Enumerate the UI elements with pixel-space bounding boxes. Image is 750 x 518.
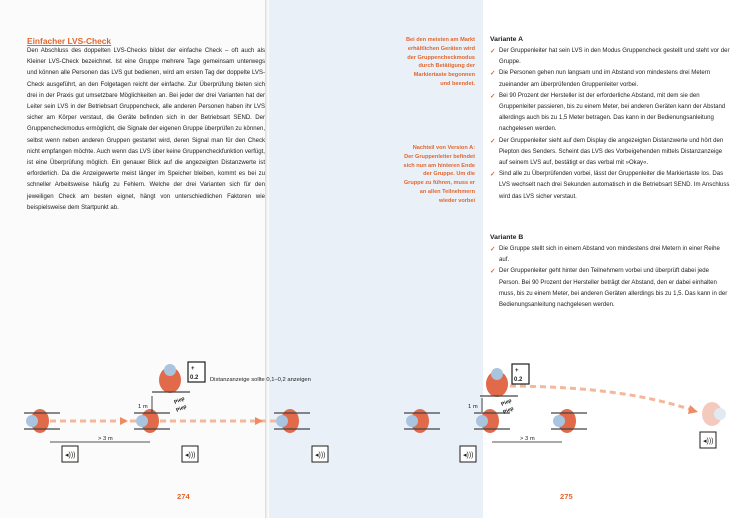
page-number: 274 (177, 492, 190, 501)
check-icon: ✓ (490, 246, 496, 253)
check-icon: ✓ (490, 137, 496, 145)
svg-text:+: + (515, 368, 519, 374)
beep-label: Piep (173, 395, 186, 406)
variant-b-steps (490, 244, 730, 311)
list-item: ✓ Sind alle zu Überprüfenden vorbei, lässt der Gruppenleiter die Markiertaste los. Das LVS wechselt nach drei Sekunden automatisch in die Betriebsart SEND. Im Anschluss wird das LVS sicher verstaut. (490, 171, 730, 200)
leader-path (500, 386, 692, 410)
display-value: 0.2 (514, 377, 523, 383)
beep-label: Piep (500, 397, 513, 408)
list-item: ✓ Die Personen gehen nun langsam und im Abstand von mindestens drei Metern zueinander am überprüfenden Gruppenleiter vorbei. (490, 70, 711, 88)
beep-label: Piep (175, 403, 188, 414)
svg-text:+: + (191, 366, 195, 372)
check-icon: ✓ (490, 92, 496, 100)
svg-text:◂))): ◂))) (703, 438, 714, 445)
transmitter-icon (700, 432, 716, 448)
transmitter-icon (62, 446, 78, 462)
check-icon: ✓ (490, 268, 496, 276)
svg-text:◂))): ◂))) (315, 452, 326, 459)
page-number: 275 (560, 492, 573, 501)
skier-icon (274, 409, 310, 433)
beep-label: Piep (502, 405, 515, 416)
margin-note: Nachteil von Version A: Der Gruppenleiter befindet sich nun am hinteren Ende der Gruppe. Um die Gruppe zu führen, muss er an allen Teilnehmern wieder vorbei (403, 145, 475, 204)
horizontal-distance-label: > 3 m (98, 436, 113, 442)
list-item: ✓ Der Gruppenleiter sieht auf dem Display die angezeigten Distanzwerte und hört den Piepton des Senders. Scheint das LVS des Vorbeigehenden mittels Distanzanzeige auf seinem LVS auf, bestätigt er das verbal mit »Okay«. (490, 137, 724, 167)
variant-a-title: Variante A (490, 36, 523, 43)
svg-text:◂))): ◂))) (185, 452, 196, 459)
transmitter-icon (460, 446, 476, 462)
svg-text:◂))): ◂))) (463, 452, 474, 459)
group-leader-faded-icon (702, 402, 726, 426)
illustration-group-check-left (20, 350, 340, 475)
transmitter-icon (182, 446, 198, 462)
list-item: ✓ Der Gruppenleiter hat sein LVS in den Modus Gruppencheck gestellt und steht vor der Gruppe. (490, 48, 730, 66)
skier-icon (551, 409, 587, 433)
list-item: ✓ Bei 90 Prozent der Hersteller ist der erforderliche Abstand, mit dem sie den Gruppenleiter passieren, bis zu einem Meter, bei anderen Geräten kann der Abstand allerdings auch bis zu 1,5 Meter betragen. Das kann in der Bedienungsanleitung nachgelesen werden. (490, 92, 726, 133)
display-value: 0.2 (190, 375, 199, 381)
group-leader-icon (152, 364, 190, 393)
vertical-distance-label: 1 m (468, 404, 478, 410)
svg-text:◂))): ◂))) (65, 452, 76, 459)
body-paragraph: Den Abschluss des doppelten LVS-Checks bildet der einfache Check – oft auch als Kleiner LVS-Check bezeichnet. Ist eine Gruppe mehrere Tage gemeinsam unterwegs und können alle Personen das LVS gut bedienen, wird am ersten Tag der doppelte LVS-Check ausgeführt, an den Folgetagen reicht der einfache. Zur Überprüfung bieten sich drei in der Praxis gut umsetzbare Möglichkeiten an. Bei jeder der drei Varianten hat der Leiter sein LVS in der Betriebsart Gruppencheck, alle anderen Personen haben ihr LVS sicher am Körper verstaut, die Geräte befinden sich in der Betriebsart SEND. Der Gruppencheckmodus ermöglicht, die Signale der eigenen Gruppe überprüfen zu können, selbst wenn neben anderen Gruppen gestartet wird, deren Signal man für den Check nicht empfangen möchte. Auch wenn das LVS über keine Gruppencheckfunktion verfügt, ist eine Überprüfung möglich. Ein genauer Blick auf die angezeigten Distanzwerte ist erforderlich. Da die Anzeigewerte meist länger im Speicher bleiben, kommt es bei zu schneller Arbeitsweise häufig zu Fehlern. Welche der drei Varianten sich für den jeweiligen Check am besten eignet, hängt von unterschiedlichen Faktoren wie beispielsweise dem Startpunkt ab. (27, 48, 265, 211)
list-item: ✓ Der Gruppenleiter geht hinter den Teilnehmern vorbei und überprüft dabei jede Person. Bei 90 Prozent der Hersteller beträgt der Abstand, den er dabei einhalten muss, bis zu einem Meter, bei anderen Geräten allerdings bis zu 1,5. Das kann in der Bedienungsanleitung nachgelesen werden. (490, 268, 728, 309)
illustration-group-check-right (402, 350, 732, 475)
arrow-icon (255, 417, 263, 425)
vertical-distance-label: 1 m (138, 404, 148, 410)
list-item: ✓ Die Gruppe stellt sich in einem Abstand von mindestens drei Metern in einer Reihe auf. (490, 246, 720, 264)
arrow-icon (120, 417, 128, 425)
margin-note: Bei den meisten am Markt erhältlichen Geräten wird der Gruppencheckmodus durch Betätigung der Markiertaste begonnen und beendet. (405, 37, 475, 87)
transmitter-icon (312, 446, 328, 462)
section-heading: Einfacher LVS-Check (27, 36, 112, 46)
distance-annotation: Distanzanzeige sollte 0,1–0,2 anzeigen (210, 377, 311, 383)
check-icon: ✓ (490, 48, 496, 55)
variant-b-title: Variante B (490, 234, 524, 241)
skier-icon (404, 409, 440, 433)
arrow-icon (688, 405, 698, 414)
check-icon: ✓ (490, 70, 496, 78)
horizontal-distance-label: > 3 m (520, 436, 535, 442)
variant-a-steps (490, 46, 730, 203)
check-icon: ✓ (490, 171, 496, 179)
